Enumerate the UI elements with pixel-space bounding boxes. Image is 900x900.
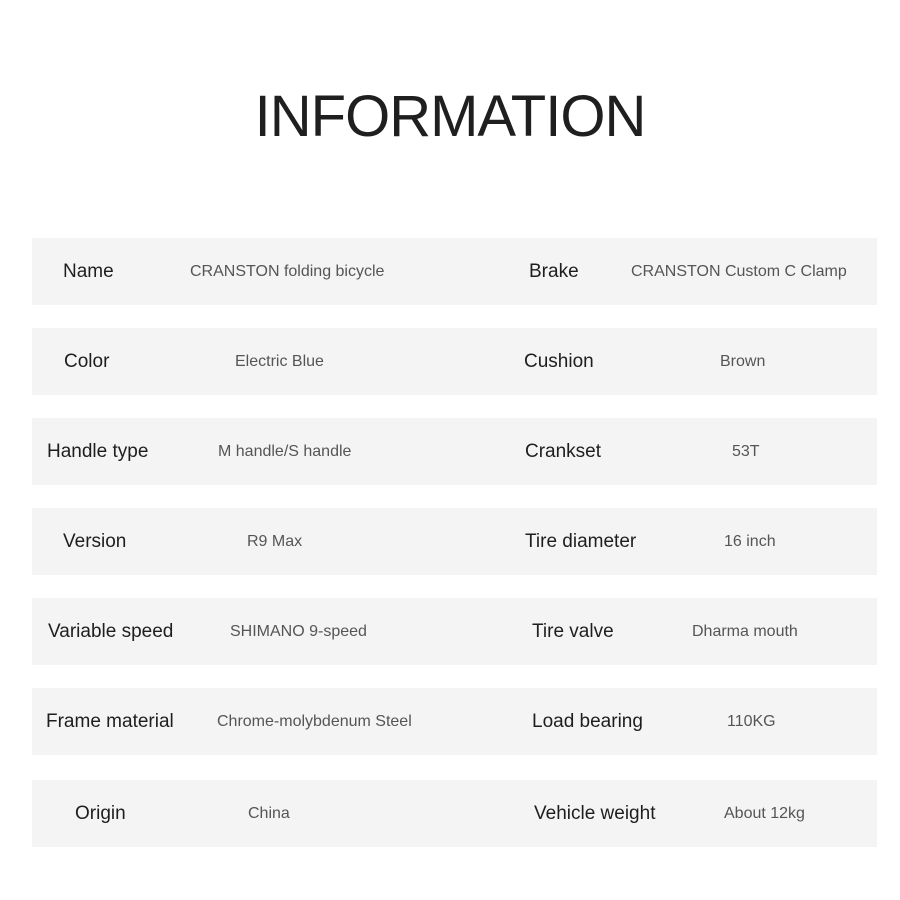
spec-label-name: Name (63, 260, 114, 282)
spec-value-frame-material: Chrome-molybdenum Steel (217, 712, 412, 730)
spec-value-handle-type: M handle/S handle (218, 442, 352, 460)
spec-label-brake: Brake (529, 260, 579, 282)
spec-value-color: Electric Blue (235, 352, 324, 370)
spec-label-tire-valve: Tire valve (532, 620, 614, 642)
spec-row-name-brake (32, 238, 877, 305)
spec-value-origin: China (248, 804, 290, 822)
spec-row-handle-crankset (32, 418, 877, 485)
spec-value-variable-speed: SHIMANO 9-speed (230, 622, 367, 640)
spec-value-crankset: 53T (732, 442, 760, 460)
spec-label-origin: Origin (75, 802, 126, 824)
spec-value-vehicle-weight: About 12kg (724, 804, 805, 822)
spec-label-crankset: Crankset (525, 440, 602, 462)
spec-row-frame-load (32, 688, 877, 755)
spec-label-frame-material: Frame material (46, 710, 174, 732)
spec-value-tire-diameter: 16 inch (724, 532, 776, 550)
spec-value-load-bearing: 110KG (727, 712, 776, 730)
spec-label-handle-type: Handle type (47, 440, 149, 462)
spec-label-color: Color (64, 350, 110, 372)
spec-row-origin-weight (32, 780, 877, 847)
spec-label-variable-speed: Variable speed (48, 620, 174, 642)
spec-label-cushion: Cushion (524, 350, 594, 372)
spec-row-version-tire-diameter (32, 508, 877, 575)
spec-row-speed-valve (32, 598, 877, 665)
spec-label-tire-diameter: Tire diameter (525, 530, 637, 552)
spec-value-cushion: Brown (720, 352, 766, 370)
spec-value-version: R9 Max (247, 532, 303, 550)
spec-value-tire-valve: Dharma mouth (692, 622, 798, 640)
spec-label-vehicle-weight: Vehicle weight (534, 802, 656, 824)
page-title: INFORMATION (254, 84, 646, 149)
spec-label-version: Version (63, 530, 127, 552)
spec-value-name: CRANSTON folding bicycle (190, 262, 385, 280)
spec-row-color-cushion (32, 328, 877, 395)
spec-value-brake: CRANSTON Custom C Clamp (631, 262, 847, 280)
spec-label-load-bearing: Load bearing (532, 710, 643, 732)
